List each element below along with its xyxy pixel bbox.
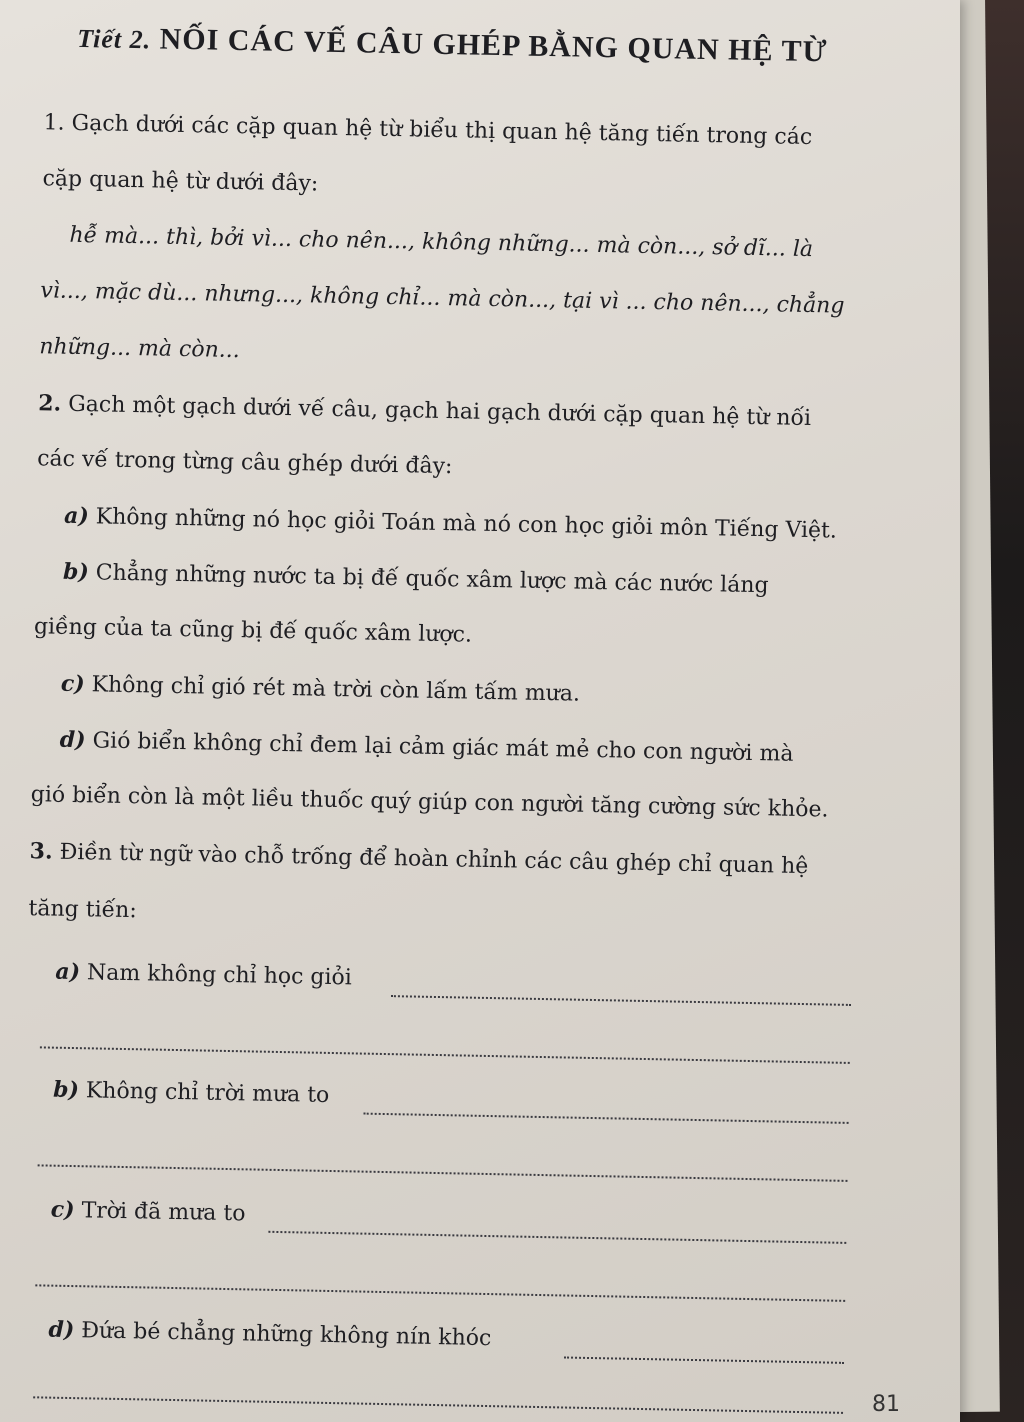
- exercise-2-item-d-line-1: [60, 727, 794, 767]
- exercise-1-line-2: cặp quan hệ từ dưới đây:: [42, 166, 319, 197]
- exercise-2-number: 2.: [38, 390, 62, 417]
- exercise-1-instruction-1: Gạch dưới các cặp quan hệ từ biểu thị quan hệ tăng tiến trong các: [71, 110, 813, 151]
- exercise-3-instruction-1: Điền từ ngữ vào chỗ trống để hoàn chỉnh các câu ghép chỉ quan hệ: [59, 839, 809, 880]
- exercise-3-item-a: [55, 959, 352, 991]
- lesson-title-lead: Tiết 2.: [76, 23, 152, 55]
- exercise-1-list-line-2: vì..., mặc dù... nhưng..., không chỉ... mà còn..., tại vì ... cho nên..., chẳng: [40, 278, 845, 319]
- exercise-3-item-b: [53, 1077, 330, 1108]
- exercise-2-item-b-label: b): [62, 558, 90, 586]
- answer-blank-a-2[interactable]: [40, 1046, 850, 1064]
- exercise-2-line-1: [38, 390, 811, 431]
- exercise-1-line-1: [43, 110, 812, 150]
- exercise-3-item-a-label: a): [55, 958, 81, 986]
- answer-blank-c-1[interactable]: [268, 1231, 846, 1244]
- answer-blank-d-1[interactable]: [564, 1357, 844, 1364]
- lesson-title: [77, 21, 898, 71]
- exercise-3-item-b-text: Không chỉ trời mưa to: [85, 1078, 330, 1108]
- exercise-2-item-c: [61, 671, 581, 707]
- exercise-3-number: 3.: [29, 838, 53, 865]
- exercise-2-instruction-1: Gạch một gạch dưới vế câu, gạch hai gạch dưới cặp quan hệ từ nối: [67, 391, 812, 432]
- exercise-2-item-d-text-1: Gió biển không chỉ đem lại cảm giác mát mẻ cho con người mà: [92, 728, 794, 767]
- exercise-3-line-1: [29, 838, 808, 879]
- exercise-3-item-d-text: Đứa bé chẳng những không nín khóc: [81, 1318, 492, 1352]
- exercise-2-item-b-line-2: giềng của ta cũng bị đế quốc xâm lược.: [33, 614, 473, 648]
- page-number: 81: [872, 1392, 900, 1417]
- exercise-3-item-c-label: c): [50, 1196, 75, 1224]
- lesson-title-main: NỐI CÁC VẾ CÂU GHÉP BẰNG QUAN HỆ TỪ: [159, 22, 828, 69]
- exercise-1-list-line-1: hễ mà... thì, bởi vì... cho nên..., không những... mà còn..., sở dĩ... là: [69, 222, 814, 263]
- exercise-2-item-a-label: a): [63, 502, 90, 530]
- exercise-2-item-a: [64, 503, 837, 544]
- answer-blank-b-1[interactable]: [364, 1113, 849, 1124]
- exercise-2-item-d-line-2: gió biển còn là một liều thuốc quý giúp con người tăng cường sức khỏe.: [30, 782, 829, 823]
- exercise-3-line-2: tăng tiến:: [28, 896, 137, 924]
- exercise-2-item-a-text: Không những nó học giỏi Toán mà nó con học giỏi môn Tiếng Việt.: [95, 504, 838, 544]
- exercise-1-list-line-3: những... mà còn...: [39, 334, 240, 364]
- page-content: [3, 0, 930, 1422]
- answer-blank-b-2[interactable]: [38, 1164, 848, 1182]
- exercise-3-item-c: [51, 1197, 246, 1227]
- exercise-2-item-c-text: Không chỉ gió rét mà trời còn lấm tấm mưa.: [91, 672, 581, 707]
- exercise-2-item-c-label: c): [60, 670, 85, 698]
- exercise-1-number: 1.: [43, 110, 65, 136]
- exercise-3-item-c-text: Trời đã mưa to: [81, 1198, 246, 1227]
- exercise-2-item-d-label: d): [59, 726, 86, 754]
- exercise-2-line-2: các vế trong từng câu ghép dưới đây:: [36, 446, 453, 480]
- exercise-3-item-a-text: Nam không chỉ học giỏi: [86, 960, 353, 991]
- answer-blank-c-2[interactable]: [35, 1284, 845, 1302]
- exercise-3-item-d-label: d): [48, 1316, 75, 1344]
- answer-blank-a-1[interactable]: [391, 995, 851, 1006]
- exercise-3-item-d: [48, 1317, 491, 1351]
- exercise-2-item-b-text-1: Chẳng những nước ta bị đế quốc xâm lược mà các nước láng: [95, 560, 769, 599]
- answer-blank-d-2[interactable]: [33, 1396, 843, 1414]
- exercise-3-item-b-label: b): [52, 1076, 80, 1104]
- exercise-2-item-b-line-1: [63, 559, 769, 599]
